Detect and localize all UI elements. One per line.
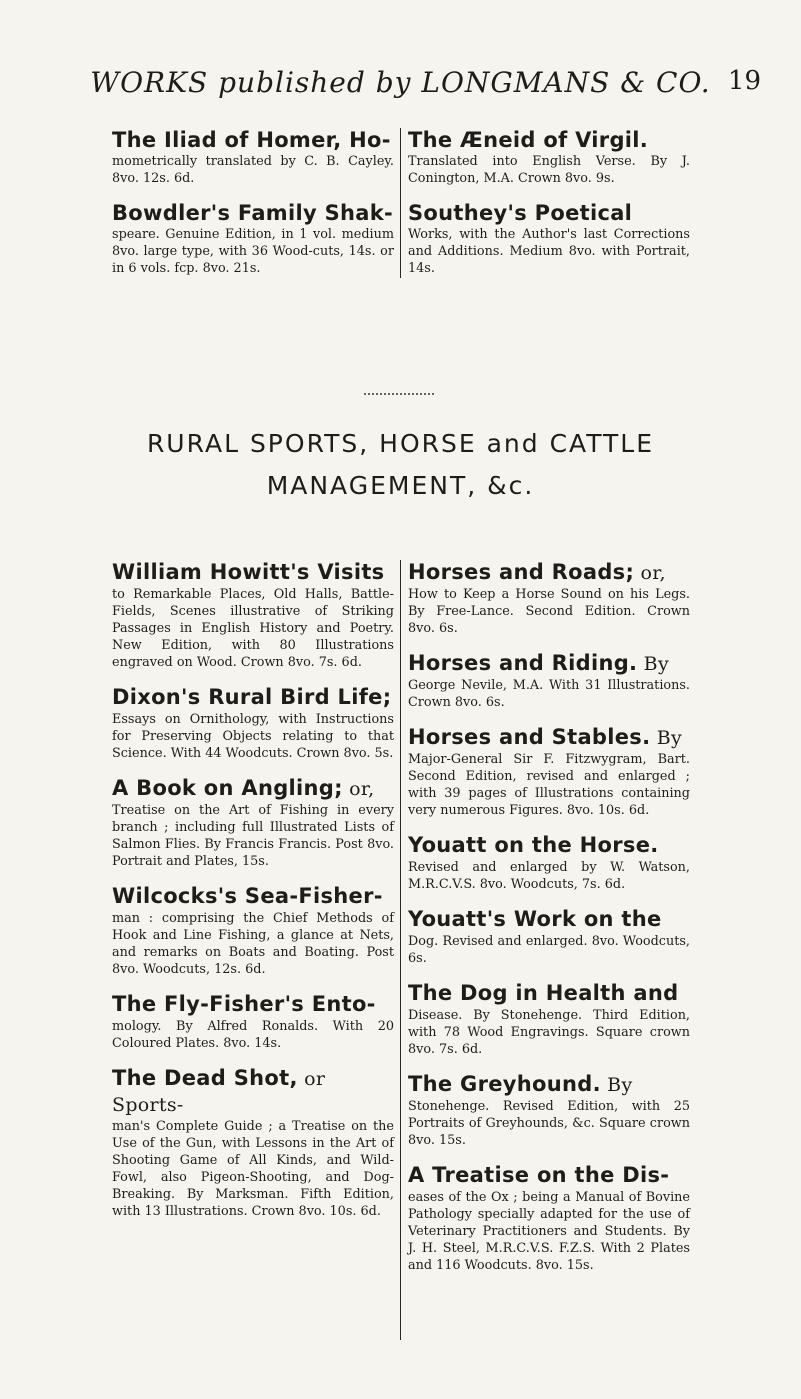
- book-entry: [408, 560, 690, 637]
- column-divider: [400, 128, 401, 278]
- book-entry: [408, 833, 690, 893]
- top-right-column: [408, 128, 690, 291]
- book-entry: [112, 1066, 394, 1220]
- book-description: Dog. Revised and enlarged. 8vo. Woodcuts, 6s.: [408, 934, 690, 966]
- book-title: The Fly-Fisher's Ento-: [112, 992, 376, 1016]
- book-title: Southey's Poetical: [408, 201, 633, 225]
- book-description: mometrically translated by C. B. Cayley. 8vo. 12s. 6d.: [112, 154, 394, 186]
- book-entry: [112, 685, 394, 762]
- book-entry: [408, 201, 690, 277]
- book-entry: [408, 981, 690, 1058]
- book-description: Essays on Ornithology, with Instructions for Preserving Objects relating to that Science. With 44 Woodcuts. Crown 8vo. 5s.: [112, 712, 394, 761]
- book-title: The Greyhound. By: [408, 1072, 633, 1096]
- book-entry: [408, 651, 690, 711]
- section-separator: [364, 393, 434, 399]
- left-column: [112, 560, 394, 1234]
- book-title: Dixon's Rural Bird Life;: [112, 685, 392, 709]
- top-left-column: [112, 128, 394, 291]
- book-title: The Dead Shot, or Sports-: [112, 1066, 326, 1116]
- book-entry: [112, 776, 394, 870]
- book-entry: [408, 1072, 690, 1149]
- book-description: Stonehenge. Revised Edition, with 25 Portraits of Greyhounds, &c. Square crown 8vo. 15s.: [408, 1099, 690, 1148]
- book-entry: [408, 1163, 690, 1274]
- book-description: Disease. By Stonehenge. Third Edition, with 78 Wood Engravings. Square crown 8vo. 7s. 6d.: [408, 1008, 690, 1057]
- book-entry: [408, 725, 690, 819]
- book-title: A Treatise on the Dis-: [408, 1163, 670, 1187]
- book-title: A Book on Angling; or,: [112, 776, 375, 800]
- book-title: Horses and Riding. By: [408, 651, 669, 675]
- column-divider: [400, 560, 401, 1340]
- book-entry: [112, 128, 394, 187]
- book-entry: [112, 884, 394, 978]
- page-number: 19: [727, 66, 761, 96]
- book-entry: [112, 992, 394, 1052]
- book-entry: [408, 128, 690, 187]
- book-description: eases of the Ox ; being a Manual of Bovine Pathology specially adapted for the use of Veterinary Practitioners and Students. By J. H. Steel, M.R.C.V.S. F.Z.S. With 2 Plates and 116 Woodcuts. 8vo. 15s.: [408, 1190, 690, 1273]
- book-title: Horses and Stables. By: [408, 725, 683, 749]
- book-title: The Iliad of Homer, Ho-: [112, 128, 391, 152]
- book-description: Translated into English Verse. By J. Conington, M.A. Crown 8vo. 9s.: [408, 154, 690, 186]
- book-entry: [112, 560, 394, 671]
- book-entry: [408, 907, 690, 967]
- book-title: Bowdler's Family Shak-: [112, 201, 393, 225]
- book-description: man : comprising the Chief Methods of Hook and Line Fishing, a glance at Nets, and remarks on Boats and Boating. Post 8vo. Woodcuts, 12s. 6d.: [112, 911, 394, 977]
- book-entry: [112, 201, 394, 277]
- book-title: The Æneid of Virgil.: [408, 128, 649, 152]
- book-description: to Remarkable Places, Old Halls, Battle-Fields, Scenes illustrative of Striking Passages in English History and Poetry. New Edition, with 80 Illustrations engraved on Wood. Crown 8vo. 7s. 6d.: [112, 587, 394, 670]
- book-title: Youatt on the Horse.: [408, 833, 659, 857]
- book-description: speare. Genuine Edition, in 1 vol. medium 8vo. large type, with 36 Wood-cuts, 14s. or in 6 vols. fcp. 8vo. 21s.: [112, 227, 394, 276]
- book-description: Treatise on the Art of Fishing in every branch ; including full Illustrated Lists of Salmon Flies. By Francis Francis. Post 8vo. Portrait and Plates, 15s.: [112, 803, 394, 869]
- book-title: William Howitt's Visits: [112, 560, 385, 584]
- book-title: Horses and Roads; or,: [408, 560, 666, 584]
- book-title: The Dog in Health and: [408, 981, 679, 1005]
- section-heading: RURAL SPORTS, HORSE and CATTLE: [146, 429, 655, 458]
- book-description: How to Keep a Horse Sound on his Legs. By Free-Lance. Second Edition. Crown 8vo. 6s.: [408, 587, 690, 636]
- book-description: Major-General Sir F. Fitzwygram, Bart. Second Edition, revised and enlarged ; with 39 pages of Illustrations containing very numerous Figures. 8vo. 10s. 6d.: [408, 752, 690, 818]
- book-title: Wilcocks's Sea-Fisher-: [112, 884, 383, 908]
- book-title: Youatt's Work on the: [408, 907, 662, 931]
- section-heading: MANAGEMENT, &c.: [266, 471, 535, 500]
- book-description: man's Complete Guide ; a Treatise on the Use of the Gun, with Lessons in the Art of Shooting Game of All Kinds, and Wild-Fowl, also Pigeon-Shooting, and Dog-Breaking. By Marksman. Fifth Edition, with 13 Illustrations. Crown 8vo. 10s. 6d.: [112, 1119, 394, 1219]
- book-description: Revised and enlarged by W. Watson, M.R.C.V.S. 8vo. Woodcuts, 7s. 6d.: [408, 860, 690, 892]
- book-description: mology. By Alfred Ronalds. With 20 Coloured Plates. 8vo. 14s.: [112, 1019, 394, 1051]
- running-title: WORKS published by LONGMANS & CO.: [90, 65, 711, 99]
- book-description: George Nevile, M.A. With 31 Illustrations. Crown 8vo. 6s.: [408, 678, 690, 710]
- right-column: [408, 560, 690, 1288]
- book-description: Works, with the Author's last Corrections and Additions. Medium 8vo. with Portrait, 14s.: [408, 227, 690, 276]
